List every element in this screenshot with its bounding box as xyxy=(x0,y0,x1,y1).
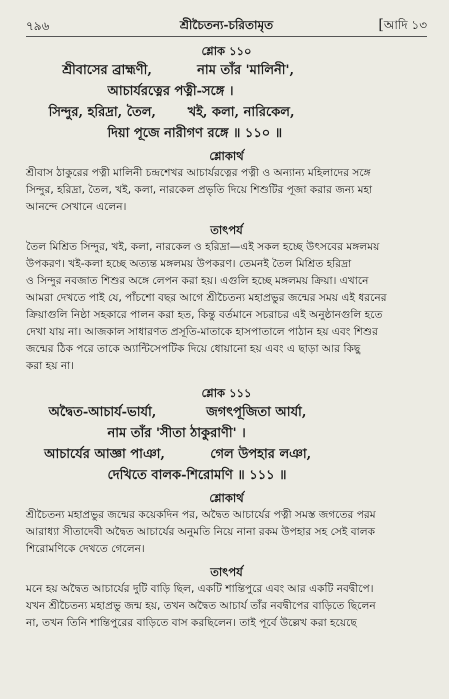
purport-paragraph xyxy=(26,581,427,632)
prose-line: উপকরণ। খই-কলা হচ্ছে অত্যন্ত মঙ্গলময় উপকরণ। তেমনই তৈল মিশ্রিত হরিদ্রা xyxy=(26,258,352,270)
section-bracket: [ xyxy=(378,17,384,33)
prose-line: মনে হয় অদ্বৈত আচার্যের দুটি বাড়ি ছিল, একটি শান্তিপুরে এবং আর একটি নবদ্বীপে। xyxy=(26,583,374,595)
purport-heading: তাৎপর্য xyxy=(210,565,243,579)
verse-heading: শ্লোক ১১১ xyxy=(201,386,252,400)
prose-line: শ্রীচৈতন্য মহাপ্রভুর জন্মের কয়েকদিন পর, অদ্বৈত আচার্যের পত্নী সমস্ত জগতের পরম xyxy=(26,509,376,521)
prose-line: সিন্দুর, হরিদ্রা, তৈল, খই, কলা, নারকেল প্রভৃতি দিয়ে শিশুটির পূজা করার জন্য মহা xyxy=(26,184,373,196)
purport-paragraph xyxy=(26,239,427,375)
verse-block xyxy=(26,402,427,486)
verse-line: নাম তাঁর 'সীতা ঠাকুরাণী' । xyxy=(26,426,246,441)
verse-block xyxy=(26,60,427,144)
prose-line: দেখা যায় না। আজকাল সাধারণত প্রসূতি-মাতাকে হাসপাতালে পাঠান হয় এবং শিশুর xyxy=(26,326,378,338)
prose-line: যখন শ্রীচৈতন্য মহাপ্রভু জন্ম হয়, তখন অদ্বৈত আচার্য তাঁর নবদ্বীপের বাড়িতে ছিলেন xyxy=(26,600,376,612)
prose-line: করা হয় না। xyxy=(26,360,75,372)
translation-heading: শ্লোকার্থ xyxy=(209,149,244,163)
prose-line: শিরোমণিকে দেখতে গেলেন। xyxy=(26,543,145,555)
page-number: ৭৯৬ xyxy=(26,19,50,33)
purport-heading: তাৎপর্য xyxy=(210,223,243,237)
verse-line: অদ্বৈত-আচার্য-ভার্যা, জগৎপূজিতা আর্যা, xyxy=(26,405,307,420)
translation-paragraph xyxy=(26,507,427,558)
prose-line: শ্রীবাস ঠাকুরের পত্নী মালিনী চন্দ্রশেখর আচার্যরত্নের পত্নী ও অন্যান্য মহিলাদের সঙ্গে xyxy=(26,167,371,179)
section-name: আদি ১৩ xyxy=(383,18,427,32)
verse-line: সিন্দুর, হরিদ্রা, তৈল, খই, কলা, নারিকেল, xyxy=(26,105,295,120)
verse-line: দিয়া পূজে নারীগণ রঙ্গে ॥ ১১০ ॥ xyxy=(26,126,283,141)
prose-line: ক্রিয়াগুলি নিষ্ঠা সহকারে পালন করা হত, কিন্তু বর্তমানে সচরাচর এই অনুষ্ঠানগুলি হতে xyxy=(26,309,383,321)
verse-line: আচার্যের আজ্ঞা পাঞা, গেল উপহার লঞা, xyxy=(26,447,312,462)
prose-line: আমরা দেখতে পাই যে, পাঁচশো বছর আগে শ্রীচৈতন্য মহাপ্রভুর জন্মের সময় এই ধরনের xyxy=(26,292,387,304)
verse-line: শ্রীবাসের ব্রাহ্মণী, নাম তাঁর 'মালিনী', xyxy=(26,63,295,78)
translation-paragraph xyxy=(26,165,427,216)
verse-line: দেখিতে বালক-শিরোমণি ॥ ১১১ ॥ xyxy=(26,468,287,483)
prose-line: আনন্দে সেখানে এলেন। xyxy=(26,201,127,213)
prose-line: জন্মের ঠিক পরে তাকে অ্যান্টিসেপটিক দিয়ে ধোয়ানো হয় এবং এ ছাড়া আর কিছু xyxy=(26,343,361,355)
prose-line: আরাধ্যা সীতাদেবী অদ্বৈত আচার্যের অনুমতি নিয়ে নানা রকম উপহার সহ সেই বালক xyxy=(26,526,376,538)
prose-line: না, তখন তিনি শান্তিপুরের বাড়িতে বাস করছিলেন। তাই পূর্বে উল্লেখ করা হয়েছে xyxy=(26,617,357,629)
verse-line: আচার্যরত্নের পত্নী-সঙ্গে । xyxy=(26,84,234,99)
verse-heading: শ্লোক ১১০ xyxy=(201,44,252,58)
book-title: শ্রীচৈতন্য-চরিতামৃত xyxy=(179,18,274,32)
translation-heading: শ্লোকার্থ xyxy=(209,491,244,505)
section-label xyxy=(378,17,427,37)
page-header xyxy=(26,14,427,37)
prose-line: তৈল মিশ্রিত সিন্দুর, খই, কলা, নারকেল ও হরিদ্রা—এই সকল হচ্ছে উৎসবের মঙ্গলময় xyxy=(26,241,380,253)
prose-line: ও সিন্দুর নবজাত শিশুর অঙ্গে লেপন করা হয়। এগুলি হচ্ছে মঙ্গলময় ক্রিয়া। এখানে xyxy=(26,275,369,287)
